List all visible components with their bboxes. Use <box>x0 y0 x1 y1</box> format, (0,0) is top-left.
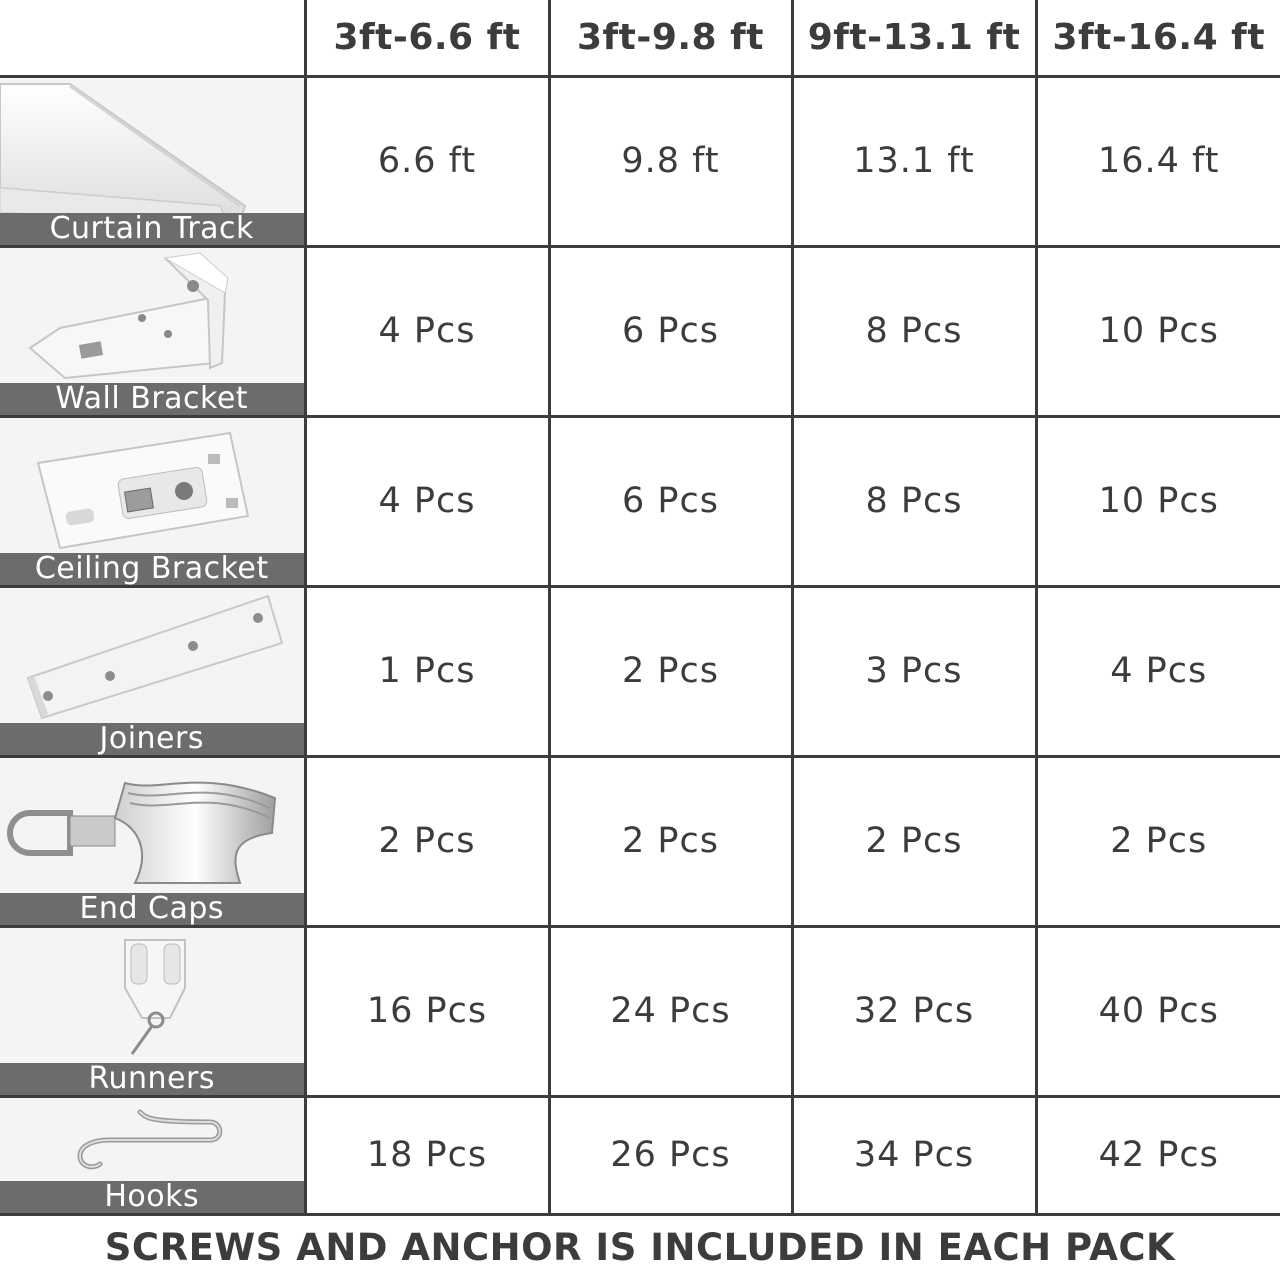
column-header: 3ft-9.8 ft <box>549 0 792 76</box>
table-cell: 16 Pcs <box>305 926 549 1096</box>
table-cell: 2 Pcs <box>549 586 792 756</box>
row-label: Curtain Track <box>0 213 304 245</box>
table-cell: 34 Pcs <box>792 1096 1036 1214</box>
row-image-cell <box>0 1096 305 1214</box>
row-image-cell <box>0 76 305 246</box>
table-row <box>0 76 1280 246</box>
table-row <box>0 1096 1280 1214</box>
header-blank <box>0 0 305 76</box>
table-cell: 2 Pcs <box>792 756 1036 926</box>
table-cell: 1 Pcs <box>305 586 549 756</box>
table-cell: 2 Pcs <box>1036 756 1280 926</box>
row-label: Ceiling Bracket <box>0 553 304 585</box>
table-cell: 10 Pcs <box>1036 416 1280 586</box>
table-cell: 8 Pcs <box>792 246 1036 416</box>
column-header: 3ft-16.4 ft <box>1036 0 1280 76</box>
row-image-cell <box>0 416 305 586</box>
column-header: 9ft-13.1 ft <box>792 0 1036 76</box>
table-cell: 4 Pcs <box>305 416 549 586</box>
table-cell: 10 Pcs <box>1036 246 1280 416</box>
row-image-cell <box>0 756 305 926</box>
header-row <box>0 0 1280 76</box>
table-row <box>0 926 1280 1096</box>
table-cell: 24 Pcs <box>549 926 792 1096</box>
row-label: End Caps <box>0 893 304 925</box>
table-cell: 26 Pcs <box>549 1096 792 1214</box>
table-row <box>0 756 1280 926</box>
table-row <box>0 416 1280 586</box>
table-cell: 6.6 ft <box>305 76 549 246</box>
table-cell: 6 Pcs <box>549 246 792 416</box>
column-header: 3ft-6.6 ft <box>305 0 549 76</box>
row-label: Joiners <box>0 723 304 755</box>
table-cell: 42 Pcs <box>1036 1096 1280 1214</box>
table-cell: 2 Pcs <box>305 756 549 926</box>
table-cell: 13.1 ft <box>792 76 1036 246</box>
table-cell: 18 Pcs <box>305 1096 549 1214</box>
table-cell: 40 Pcs <box>1036 926 1280 1096</box>
row-label: Wall Bracket <box>0 383 304 415</box>
row-image-cell <box>0 586 305 756</box>
table-row <box>0 246 1280 416</box>
row-image-cell <box>0 926 305 1096</box>
table-cell: 9.8 ft <box>549 76 792 246</box>
table-row <box>0 586 1280 756</box>
row-label: Hooks <box>0 1181 304 1213</box>
table-cell: 6 Pcs <box>549 416 792 586</box>
footer-note: SCREWS AND ANCHOR IS INCLUDED IN EACH PACK <box>104 1226 1176 1269</box>
row-image-cell <box>0 246 305 416</box>
table-cell: 8 Pcs <box>792 416 1036 586</box>
table-cell: 16.4 ft <box>1036 76 1280 246</box>
row-label: Runners <box>0 1063 304 1095</box>
table-cell: 3 Pcs <box>792 586 1036 756</box>
table-cell: 32 Pcs <box>792 926 1036 1096</box>
table-cell: 4 Pcs <box>1036 586 1280 756</box>
table-cell: 2 Pcs <box>549 756 792 926</box>
table-cell: 4 Pcs <box>305 246 549 416</box>
